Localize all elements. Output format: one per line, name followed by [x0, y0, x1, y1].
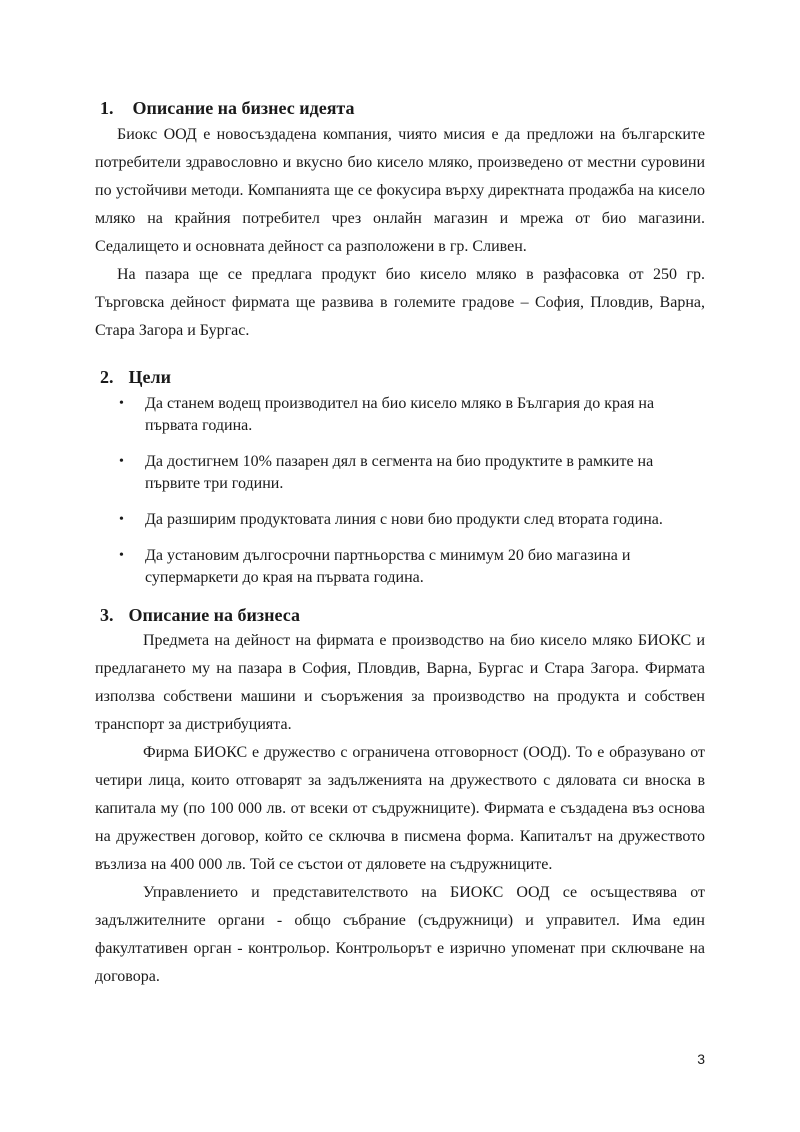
list-item: [95, 393, 705, 437]
section-2-title: Цели: [128, 367, 171, 387]
section-3-title: Описание на бизнеса: [128, 605, 300, 625]
section-3-paragraph-2: Фирма БИОКС е дружество с ограничена отговорност (ООД). То е образувано от четири лица, които отговарят за задълженията на дружеството с дяловата си вноска в капитала му (по 100 000 лв. от всеки от съдружниците). Фирмата е създадена въз основа на дружествен договор, който се сключва в писмена форма. Капиталът на дружеството възлиза на 400 000 лв. Той се състои от дяловете на съдружниците.: [95, 744, 705, 873]
goal-text: Да установим дългосрочни партньорства с минимум 20 био магазина и супермаркети до края на първата година.: [145, 547, 631, 586]
goal-text: Да разширим продуктовата линия с нови био продукти след втората година.: [145, 511, 663, 528]
section-3-paragraph-1: Предмета на дейност на фирмата е производство на био кисело мляко БИОКС и предлагането му на пазара в София, Пловдив, Варна, Бургас и Стара Загора. Фирмата използва собствени машини и съоръжения за производство на продукта и собствен транспорт за дистрибуцията.: [95, 632, 705, 733]
section-2-heading: [100, 366, 171, 388]
bullet-icon: •: [119, 396, 124, 411]
bullet-icon: •: [119, 454, 124, 469]
bullet-icon: •: [119, 548, 124, 563]
section-1-title: Описание на бизнес идеята: [132, 98, 355, 118]
page-number: 3: [697, 1051, 705, 1067]
section-2-number: 2.: [100, 367, 114, 387]
goals-list: [95, 393, 705, 589]
bullet-icon: •: [119, 512, 124, 527]
section-1-paragraph-1: Биокс ООД е новосъздадена компания, чиято мисия е да предложи на българските потребители здравословно и вкусно био кисело мляко, произведено от местни суровини по устойчиви методи. Компанията ще се фокусира върху директната продажба на кисело мляко на крайния потребител чрез онлайн магазин и мрежа от био магазини. Седалището и основната дейност са разположени в гр. Сливен.: [95, 126, 705, 255]
section-3-number: 3.: [100, 605, 114, 625]
list-item: [95, 545, 705, 589]
list-item: [95, 509, 705, 531]
section-3-paragraph-3: Управлението и представителството на БИОКС ООД се осъществява от задължителните органи - общо събрание (съдружници) и управител. Има един факултативен орган - контрольор. Контрольорът е изрично упоменат при сключване на договора.: [95, 884, 705, 985]
section-1-paragraph-2: На пазара ще се предлага продукт био кисело мляко в разфасовка от 250 гр. Търговска дейност фирмата ще развива в големите градове – София, Пловдив, Варна, Стара Загора и Бургас.: [95, 266, 705, 339]
section-1-number: 1.: [100, 98, 114, 118]
section-1-heading: [100, 97, 355, 119]
goal-text: Да достигнем 10% пазарен дял в сегмента на био продуктите в рамките на първите три години.: [145, 453, 654, 492]
section-3-heading: [100, 604, 300, 626]
list-item: [95, 451, 705, 495]
goal-text: Да станем водещ производител на био кисело мляко в България до края на първата година.: [145, 395, 655, 434]
